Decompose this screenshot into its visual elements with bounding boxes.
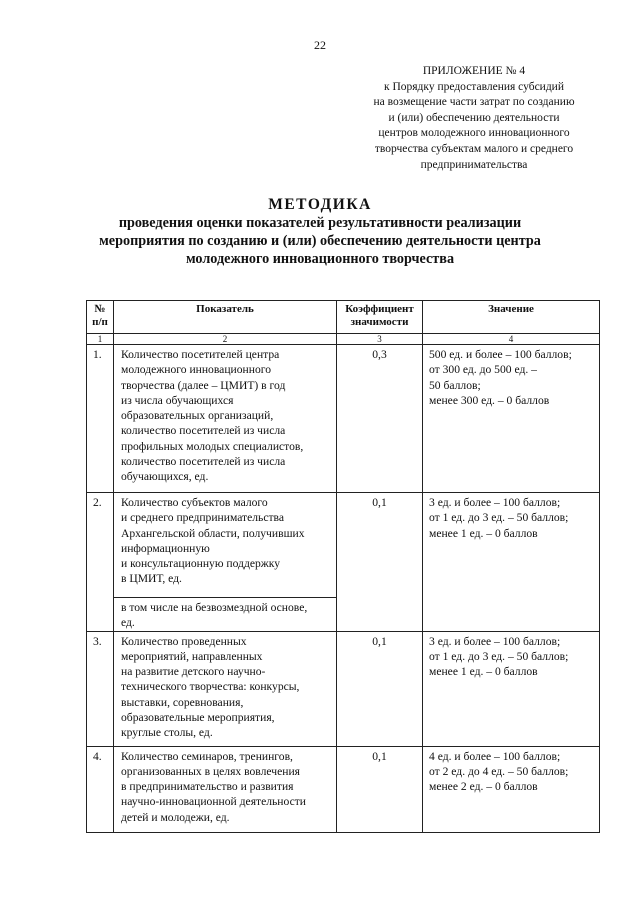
row-coefficient: 0,1 [337,746,423,832]
header-number: № п/п [87,301,114,334]
header-coefficient: Коэффициент значимости [337,301,423,334]
column-number: 2 [114,334,337,345]
column-number-row [87,334,600,345]
row-number: 1. [87,345,114,493]
row-value: 4 ед. и более – 100 баллов; от 2 ед. до 4 ед. – 50 баллов; менее 2 ед. – 0 баллов [423,746,600,832]
appendix-block [352,64,596,173]
row-indicator: Количество субъектов малого и среднего предпринимательства Архангельской области, получивших информационную и консультационную поддержку в ЦМИТ, ед. [114,493,337,598]
row-indicator: Количество семинаров, тренингов, организованных в целях вовлечения в предпринимательство и развития научно-инновационной деятельности детей и молодежи, ед. [114,746,337,832]
column-number: 3 [337,334,423,345]
row-indicator: Количество посетителей центра молодежного инновационного творчества (далее – ЦМИТ) в год из числа обучающихся образовательных организаций, количество посетителей из числа профильных молодых специалистов, количество посетителей из числа обучающихся, ед. [114,345,337,493]
row-number: 2. [87,493,114,632]
row-sub-indicator: в том числе на безвозмездной основе, ед. [114,598,337,632]
page-number: 22 [314,38,326,52]
row-number: 3. [87,631,114,746]
table-header-row [87,301,600,334]
appendix-text: к Порядку предоставления субсидий на возмещение части затрат по созданию и (или) обеспечению деятельности центров молодежного инновационного творчества субъектам малого и среднего предпринимательства [373,80,575,171]
document-subtitle: проведения оценки показателей результативности реализации мероприятия по созданию и (или) обеспечению деятельности центра молодежного инновационного творчества [99,215,541,267]
document-title: МЕТОДИКА [268,196,372,213]
column-number: 4 [423,334,600,345]
methodology-table [86,300,600,833]
row-coefficient: 0,3 [337,345,423,493]
row-indicator: Количество проведенных мероприятий, направленных на развитие детского научно- технического творчества: конкурсы, выставки, соревнования, образовательные мероприятия, круглые столы, ед. [114,631,337,746]
row-value: 500 ед. и более – 100 баллов; от 300 ед. до 500 ед. – 50 баллов; менее 300 ед. – 0 баллов [423,345,600,493]
table-row [87,746,600,832]
row-value: 3 ед. и более – 100 баллов; от 1 ед. до 3 ед. – 50 баллов; менее 1 ед. – 0 баллов [423,631,600,746]
document-title-block [60,196,580,268]
row-value: 3 ед. и более – 100 баллов; от 1 ед. до 3 ед. – 50 баллов; менее 1 ед. – 0 баллов [423,493,600,632]
table-row [87,345,600,493]
header-value: Значение [423,301,600,334]
appendix-title: ПРИЛОЖЕНИЕ № 4 [422,65,526,77]
row-coefficient: 0,1 [337,631,423,746]
row-coefficient: 0,1 [337,493,423,632]
header-indicator: Показатель [114,301,337,334]
row-number: 4. [87,746,114,832]
table-row [87,493,600,598]
table-row [87,631,600,746]
column-number: 1 [87,334,114,345]
